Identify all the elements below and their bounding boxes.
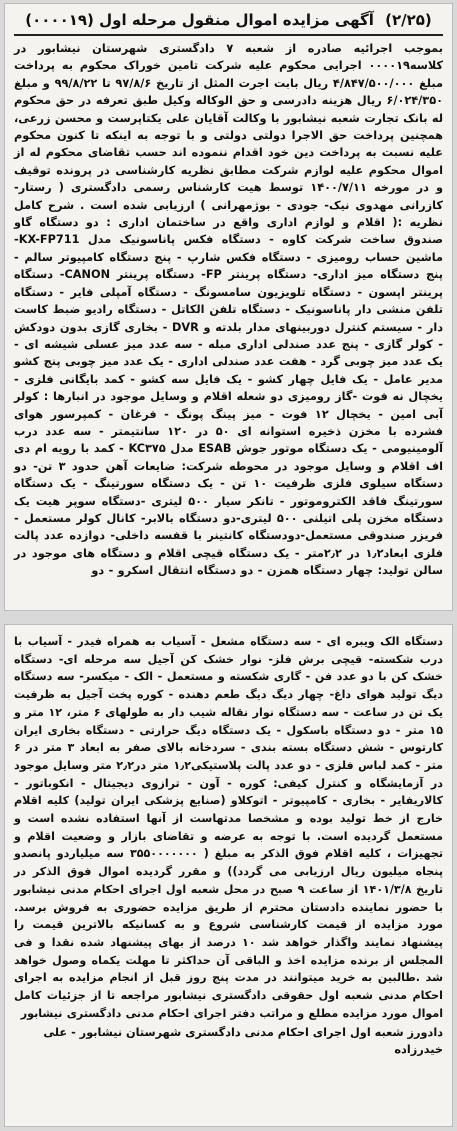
notice-body-part1: بموجب اجرائیه صادره از شعبه ۷ دادگستری شهرستان نیشابور در کلاسه۰۰۰۰۱۹ اجرایی محکوم علیه شرکت تامین خوراک محکوم به پرداخت مبلغ ۴/۸۴۷/۵۰۰/۰۰۰ ریال بابت اجرت المثل از تاریخ ۹۷/۸/۶ تا ۹۹/۸/۲۲ و مبلغ ۶/۰۲۴/۳۵۰ ریال هزینه دادرسی و حق الوکاله وکیل طبق تعرفه در حق محکوم له بانک تجارت شعبه نیشابور با وکالت آقایان علی یکتاپرست و محسن زرعی، همچنین پرداخت حق الاجرا دولتی دولتی و با توجه به اینکه تا کنون محکوم علیه نسبت به پرداخت دین خود اقدام ننموده اند حسب تقاضای محکوم له از اموال محکوم علیه لوازم شرکت مطابق نظریه کارشناسی در پرونده توقیف و در مورخه ۱۴۰۰/۷/۱۱ توسط هیت کارشناس رسمی دادگستری ( رستار-کازرانی مهدوی نیک- جودی - بوژمهرانی ) ارزیابی شده است . شرح کامل نظریه :( اقلام و لوازم اداری واقع در ساختمان اداری : دو دستگاه گاو صندوق ساخت شرکت کاوه - دستگاه فکس پاناسونیک مدل KX-FP711- ماشین حساب رومیزی - دستگاه فکس شارپ - پنج دستگاه کامپیوتر سالم - پنج دستگاه میز اداری- دستگاه پرینتر FP- دستگاه پرینتر CANON- دستگاه پرینتر اپسون - دستگاه تلویزیون سامسونگ - دستگاه آمپلی فایر - دستگاه تلفن منشی دار پاناسونیک - دستگاه تلفن الکاتل - دستگاه رادیو ضبط کاست دار - سیستم کنترل دوربینهای مدار بلدته و DVR - بخاری گازی بدون دودکش - کولر گازی - پنج عدد صندلی اداری مبله - سه عدد میز عسلی شیشه ای - یک عدد میز چوبی گرد - هفت عدد صندلی اداری - یک عدد میز چوبی پنج کشو مدیر عامل - یک فایل چهار کشو - یک فایل سه کشو - کمد بایگانی فلزی - یخچال نه فوت -گاز رومیزی دو شعله اقلام و وسایل موجود در انبارها : کولر آبی امین - یخچال ۱۲ فوت - میز پینگ پونگ - فرغان - کمپرسور هوای فشرده با مخزن ذخیره استوانه ای ۵۰ در ۱۲۰ سانتیمتر - سه عدد درب آلومینیومی - یک دستگاه موتور جوش ESAB مدل KC۳۷۵ - کمد با رویه ام دی اف اقلام و وسایل موجود در محوطه شرکت: ضایعات آهن حدود ۳ تن- دو دستگاه سیلوی فلزی ظرفیت ۱۰ تن - یک دستگاه سورتینگ - یک دستگاه سورتینگ فاقد الکتروموتور - تانکر سیار ۵۰۰ لیتری -دستگاه سوپر هیت یک دستگاه مخزن پلی اتیلنی ۵۰۰ لیتری-دو دستگاه بالابر- کانال کولر مستعمل - فریزر صندوقی مستعمل-دودستگاه کانتینر با قفسه داخلی- دوازده عدد پالت فلزی ابعاد۱٫۲ در ۲٫۲متر - یک دستگاه قیچی اقلام و دستگاه های موجود در سالن تولید: چهار دستگاه همزن - دو دستگاه انتقال اسکرو - دو [14, 42, 444, 578]
notice-signature: دادورز شعبه اول اجرای احکام مدنی دادگستری شهرستان نیشابور - علی خیدرزاده [43, 1026, 443, 1057]
notice-title-text: آگهی مزایده اموال منقول مرحله اول (۰۰۰۰۱۹) [25, 11, 374, 29]
notice-clipping-part1 [4, 3, 453, 611]
notice-clipping-part2 [4, 624, 453, 1127]
notice-title [14, 10, 443, 36]
notice-body-part2: دستگاه الک ویبره ای - سه دستگاه مشعل - آسیاب به همراه فیدر - آسیاب با درب شکسته- قیچی برش فلز- نوار خشک کن آجیل سه مرحله ای- دستگاه خشک کن با دو عدد فن - گاری شکسته و مستعمل - الک - میکسر- سه دستگاه دیگ تولید هوای داغ- چهار دیگ دیگ طعم دهنده - کوره پخت آجیل به ظرفیت یک تن در ساعت - سه دستگاه نوار نقاله شیب دار به طولهای ۶ متر، ۱۲ متر و ۱۵ متر - دو دستگاه باسکول - یک دستگاه دیگ حرارتی - دستگاه بخاری ایران کارتوس - شش دستگاه بسته بندی - سردخانه بالای صفر به ابعاد ۳ متر در ۶ متر - کمد لباس فلزی - دو عدد پالت پلاستیکی۱٫۲ متر در۲٫۲ متر وسایل موجود در آزمایشگاه و کنترل کیفی: کوره - آون - ترازوی دیجیتال - انکوباتور - کالاریفایر - بخاری - کامپیوتر - اتوکلاو (صنایع پزشکی ایران تولید) کلیه اقلام خارج از خط تولید بوده و مشخصا مدتهاست از آنها استفاده نشده است و مستعمل گردیده است. با توجه به عرضه و تقاضای بازار و وضعیت اقلام و تجهیزات ، کلیه اقلام فوق الذکر به مبلغ ( ۳۵۵۰۰۰۰۰۰۰ سه میلیاردو پانصدو پنجاه میلیون ریال ارزیابی می گردد)) و مقرر گردیده اموال فوق الذکر در تاریخ ۱۴۰۱/۳/۸ از ساعت ۹ صبح در محل شعبه اول اجرای احکام مدنی نیشابور با حضور نماینده دادستان محترم از طریق مزایده حضوری به فروش برسد. مورد مزایده از قیمت کارشناسی شروع و به کسانیکه بالاترین قیمت را پیشنهاد نمایند واگذار خواهد شد ۱۰ درصد از بهای پیشنهاد شده نقدا و فی المجلس از برنده مزایده اخذ و الباقی آن حداکثر تا مهلت یکماه وصول خواهد شد .طالبین به خرید میتوانند در مدت پنج روز قبل از انجام مزایده به اجرای احکام مدنی شعبه اول حقوقی دادگستری نیشابور مراجعه تا از جزئیات کامل اموال مورد مزایده مطلع و مراتب دفتر اجرای احکام مدنی دادگستری نیشابور [14, 635, 444, 1020]
notice-number: (۲/۲۵) [385, 11, 432, 29]
